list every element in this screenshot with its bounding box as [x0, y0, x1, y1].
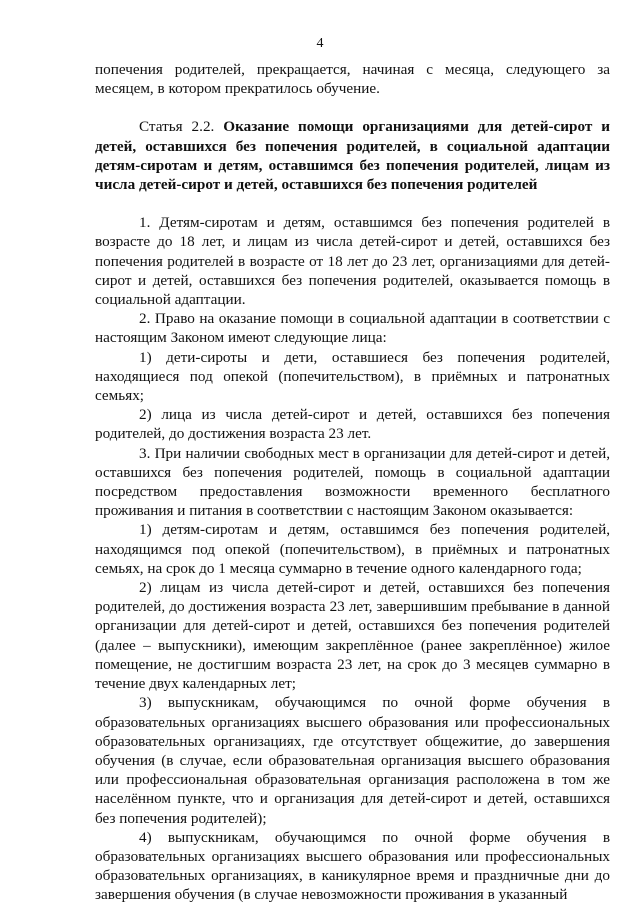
paragraph-2-item-2: 2) лица из числа детей-сирот и детей, оставшихся без попечения родителей, до достижения возраста 23 лет. [95, 406, 610, 443]
paragraph-3-item-4: 4) выпускникам, обучающимся по очной форме обучения в образовательных организациях высшего образования или профессиональных образовательных организациях, в каникулярное время и праздничные дни до завершения обучения (в случае невозможности проживания в указанный [95, 828, 610, 904]
page-number: 4 [316, 36, 324, 51]
paragraph-3-item-2: 2) лицам из числа детей-сирот и детей, оставшихся без попечения родителей, до достижения возраста 23 лет, завершившим пребывание в данной организации для детей-сирот и детей, оставшихся без попечения родителей (далее – выпускники), имеющим закреплённое (ранее закреплённое) жилое помещение, не достигшим возраста 23 лет, на срок до 3 месяцев суммарно в течение двух календарных лет; [95, 579, 610, 693]
article-heading [95, 117, 610, 194]
paragraph-3-item-3: 3) выпускникам, обучающимся по очной форме обучения в образовательных организациях высшего образования или профессиональных образовательных организациях, где отсутствует общежитие, до завершения обучения (в случае, если образовательная организация высшего образования или профессиональная образовательная организация расположена в том же населённом пункте, что и организация для детей-сирот и детей, оставшихся без попечения родителей); [95, 694, 610, 827]
document-body [95, 60, 610, 905]
paragraph-3: 3. При наличии свободных мест в организации для детей-сирот и детей, оставшихся без попечения родителей, помощь в социальной адаптации посредством предоставления возможности временного бесплатного проживания и питания в соответствии с настоящим Законом оказывается: [95, 444, 610, 520]
intro-paragraph: попечения родителей, прекращается, начиная с месяца, следующего за месяцем, в котором прекратилось обучение. [95, 61, 610, 98]
article-label: Статья 2.2. [139, 118, 224, 136]
paragraph-1: 1. Детям-сиротам и детям, оставшимся без попечения родителей в возрасте до 18 лет, и лицам из числа детей-сирот и детей, оставшихся без попечения родителей в возрасте от 18 лет до 23 лет, организациями для детей-сирот и детей, оставшихся без попечения родителей, оказывается помощь в социальной адаптации. [95, 214, 610, 309]
article-title: Оказание помощи организациями для детей-сирот и детей, оставшихся без попечения родителей, в социальной адаптации детям-сиротам и детям, оставшимся без попечения родителей, лицам из числа детей-сирот и детей, оставшихся без попечения родителей [95, 118, 611, 194]
paragraph-2: 2. Право на оказание помощи в социальной адаптации в соответствии с настоящим Законом имеют следующие лица: [95, 310, 610, 347]
paragraph-3-item-1: 1) детям-сиротам и детям, оставшимся без попечения родителей, находящимся под опекой (попечительством), в приёмных и патронатных семьях, на срок до 1 месяца суммарно в течение одного календарного года; [95, 521, 610, 577]
paragraph-2-item-1: 1) дети-сироты и дети, оставшиеся без попечения родителей, находящиеся под опекой (попечительством), в приёмных и патронатных семьях; [95, 348, 610, 405]
